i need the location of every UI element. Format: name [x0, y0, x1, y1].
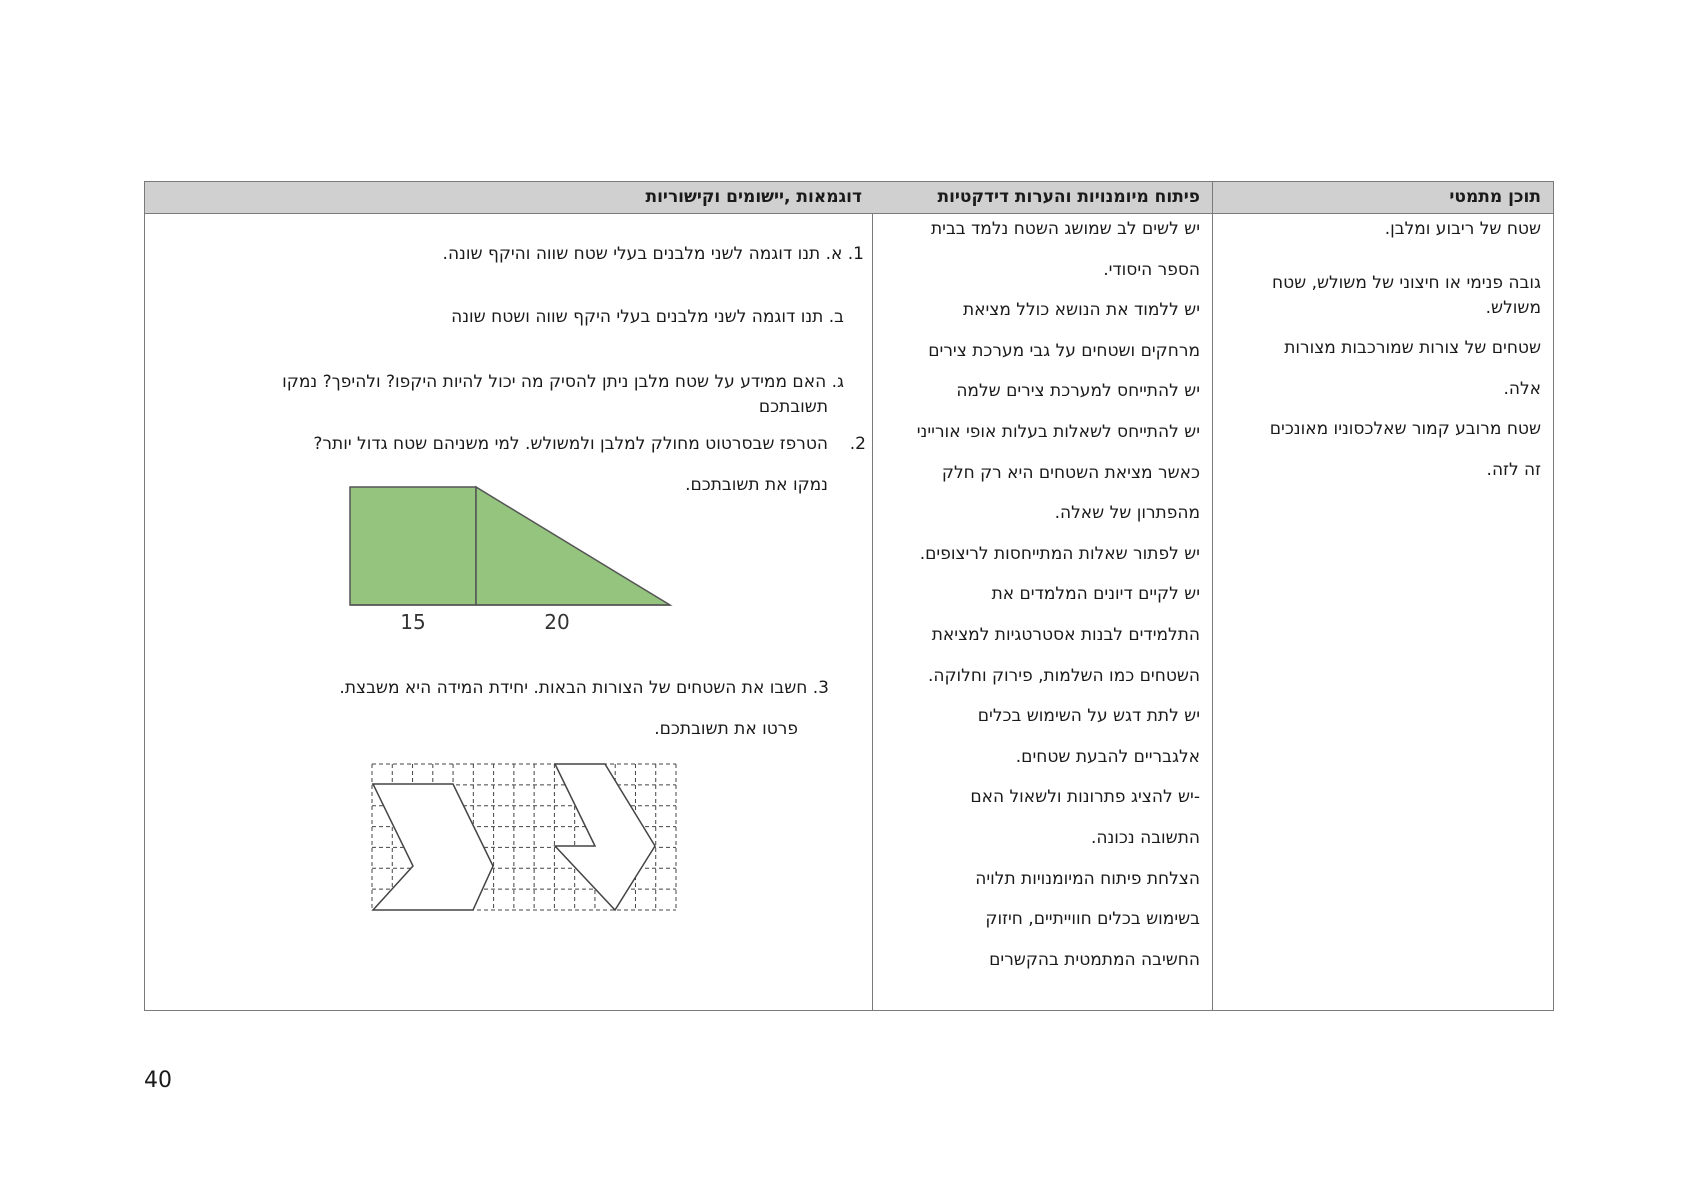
skills-line: התלמידים לבנות אסטרטגיות למציאת [931, 624, 1200, 645]
arrow-shape [555, 764, 655, 910]
grid-figure [371, 762, 677, 912]
math-content-line: שטח מרובע קמור שאלכסוניו מאונכים [1269, 419, 1541, 440]
math-content-cell [1213, 214, 1553, 498]
header-math-content: תוכן מתמטי [1213, 182, 1553, 214]
skills-column [872, 182, 1213, 1010]
header-examples: דוגמאות ,יישומים וקישוריות [145, 182, 874, 214]
rectangle-base-label: 15 [400, 610, 426, 632]
question-1a: 1. א. תנו דוגמה לשני מלבנים בעלי שטח שווה והיקף שונה. [442, 244, 864, 264]
math-content-line: משולש. [1485, 297, 1541, 318]
curriculum-table [144, 181, 1554, 1011]
question-1c-line1: ג. האם ממידע על שטח מלבן ניתן להסיק מה יכול להיות היקפו? ולהיפך? נמקו [282, 372, 844, 392]
math-content-line: שטח של ריבוע ומלבן. [1384, 219, 1541, 239]
skills-line: יש לתת דגש על השימוש בכלים [977, 706, 1200, 727]
math-content-line: גובה פנימי או חיצוני של משולש, שטח [1271, 272, 1541, 293]
skills-line: יש להתייחס למערכת צירים שלמה [956, 381, 1200, 402]
math-content-column [1213, 182, 1553, 1010]
skills-line: הספר היסודי. [1103, 259, 1200, 280]
examples-column [145, 182, 874, 1010]
skills-line: כאשר מציאת השטחים היא רק חלק [941, 462, 1200, 483]
question-2-number: 2. [849, 434, 866, 454]
skills-line: יש ללמוד את הנושא כולל מציאת [962, 300, 1200, 321]
question-1b: ב. תנו דוגמה לשני מלבנים בעלי היקף שווה ושטח שונה [451, 307, 844, 327]
triangle-part [476, 487, 670, 605]
skills-line: יש לקיים דיונים המלמדים את [991, 584, 1200, 605]
skills-line: -יש להציג פתרונות ולשאול האם [970, 787, 1200, 808]
rectangle-part [350, 487, 476, 605]
skills-line: יש לפתור שאלות המתייחסות לריצופים. [919, 543, 1200, 564]
question-2-line2: נמקו את תשובתכם. [685, 475, 828, 495]
math-content-line: שטחים של צורות שמורכבות מצורות [1284, 338, 1541, 359]
skills-line: מרחקים ושטחים על גבי מערכת צירים [928, 340, 1200, 361]
skills-line: מהפתרון של שאלה. [1054, 503, 1200, 524]
question-3-line1: 3. חשבו את השטחים של הצורות הבאות. יחידת המידה היא משבצת. [339, 678, 829, 698]
trapezoid-figure [345, 482, 675, 632]
page-number: 40 [144, 1068, 172, 1093]
skills-line: השטחים כמו השלמות, פירוק וחלוקה. [927, 665, 1200, 686]
skills-cell [873, 214, 1212, 987]
question-2-line1: הטרפז שבסרטוט מחולק למלבן ולמשולש. למי משניהם שטח גדול יותר? [313, 434, 828, 454]
skills-line: בשימוש בכלים חווייתיים, חיזוק [985, 909, 1200, 930]
skills-line: התשובה נכונה. [1090, 827, 1200, 848]
triangle-base-label: 20 [544, 610, 570, 632]
math-content-line: זה לזה. [1486, 459, 1541, 480]
skills-line: יש לשים לב שמושג השטח נלמד בבית [930, 219, 1200, 239]
skills-line: הצלחת פיתוח המיומנויות תלויה [975, 868, 1200, 889]
question-1c-line2: תשובתכם [758, 397, 828, 417]
skills-line: החשיבה המתמטית בהקשרים [989, 949, 1200, 970]
header-skills: פיתוח מיומנויות והערות דידקטיות [873, 182, 1212, 214]
skills-line: יש להתייחס לשאלות בעלות אופי אורייני [916, 421, 1200, 442]
skills-line: אלגבריים להבעת שטחים. [1015, 746, 1200, 767]
math-content-line: אלה. [1503, 378, 1541, 399]
question-3-line2: פרטו את תשובתכם. [654, 719, 798, 739]
chevron-shape [373, 784, 493, 910]
